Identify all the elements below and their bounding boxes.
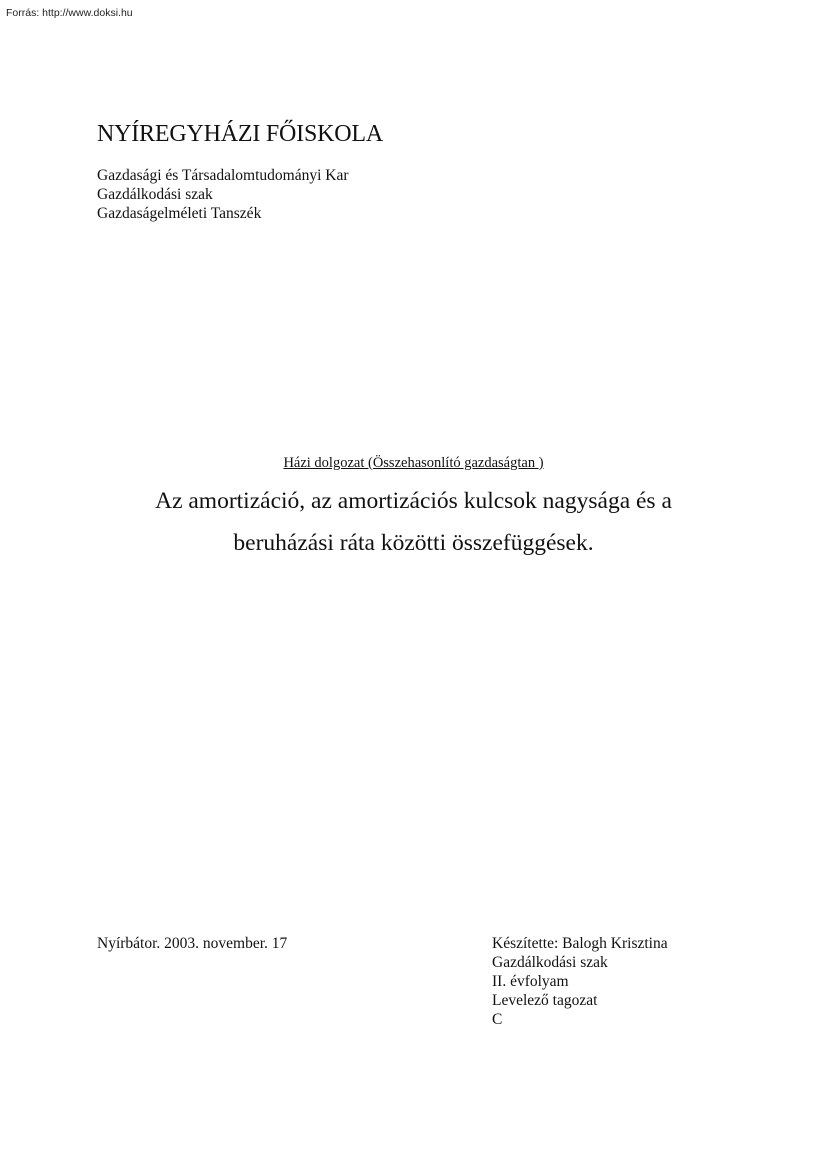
author-major-line: Gazdálkodási szak [492,954,608,971]
document-type [0,455,827,472]
faculty-line: Gazdasági és Társadalomtudományi Kar [97,167,349,184]
author-line: Készítette: Balogh Krisztina [492,935,668,952]
department-line: Gazdaságelméleti Tanszék [97,205,262,222]
institution-name: NYÍREGYHÁZI FŐISKOLA [97,121,383,147]
author-block [492,934,668,1029]
title-line-2: beruházási ráta közötti összefüggések. [233,530,594,556]
author-group-line: C [492,1011,503,1028]
department-block [97,166,349,223]
document-type-label: Házi dolgozat (Összehasonlító gazdaságtan ) [283,455,544,471]
title-line-1: Az amortizáció, az amortizációs kulcsok nagysága és a [155,488,672,514]
author-year-line: II. évfolyam [492,973,569,990]
author-program-line: Levelező tagozat [492,992,598,1009]
document-title [0,480,827,564]
place-date: Nyírbátor. 2003. november. 17 [97,935,288,952]
major-line: Gazdálkodási szak [97,186,213,203]
source-note: Forrás: http://www.doksi.hu [6,7,133,19]
